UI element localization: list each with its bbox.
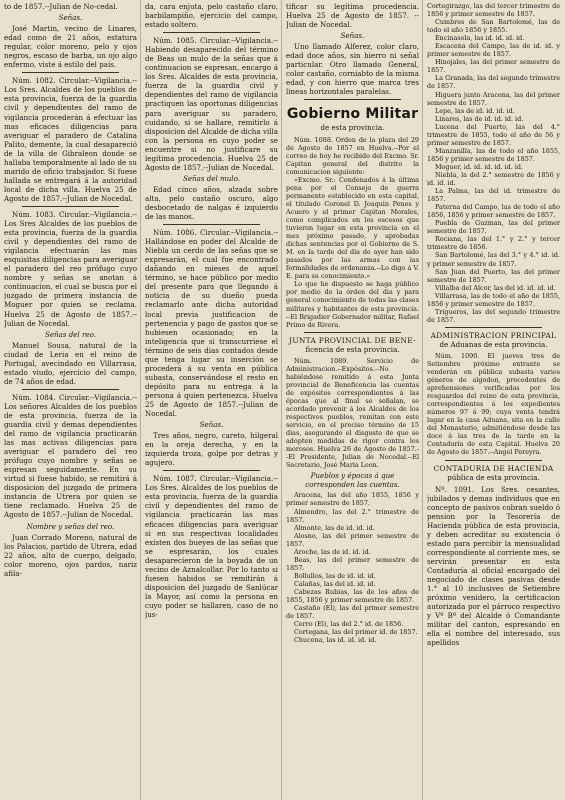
column-4: [427, 2, 560, 798]
section-heading: JUNTA PROVINCIAL DE BENE-: [289, 335, 416, 345]
paragraph: to de 1857.--Julian de No-cedal.: [4, 2, 118, 11]
paragraph: Cumbres de San Bartolomé, las de todo el año 1856 y 1855.: [427, 18, 560, 35]
section-subheading: de Aduanas de esta provincia.: [439, 339, 548, 349]
paragraph: Juan Corrado Moreno, natural de los Palacios, partido de Utrera, edad 22 años, alto de cuerpo, delgado, color moreno, ojos pardos, nariz afila-: [4, 532, 137, 578]
paragraph: Villalba del Alcor, las del id. id. id. id.: [435, 283, 556, 292]
paragraph: Puebla de Guzman, las del primer semestre de 1857.: [427, 219, 560, 236]
paragraph: Beas, las del primer semestre de 1857.: [286, 555, 419, 572]
paragraph: Núm. 1090. El jueves tres de Setiembre próximo entrante se venderán en pública subasta varios géneros de algodon, procedentes de aprehensiones verificadas por los resguardos del reino de esta provincia, correspondientes á los expedientes números 97 á 99; cuya venta tendrá lugar en la casa Aduana, sita en la calle del Monasterio, admitiéndose desde las doce á las tres de la tarde en la Contaduría de esta Capital. Huelva 20 de Agosto de 1857.--Angel Pereyra.: [427, 351, 560, 457]
paragraph: San Bartolomé, las del 3.° y 4.° id. id. y primer semestre de 1857.: [427, 251, 560, 268]
paragraph: Aracena, las del año 1855, 1856 y primer semestre de 1857.: [286, 491, 419, 508]
paragraph: Núm. 1085. Circular.--Vigilancia.--Habiendo desaparecido del término de Beas un mulo de la señas que á continuacion se espresan, encargo á los Sres. Alcaldes de esta provincia, fuerza de la guardia civil y dependientes del ramo de vigilancia practiquen las oportunas diligencias para averiguar su paradero, cuidando, si se hallare, remitirlo á disposicion del Alcalde de dicha villa con la persona en cuyo poder se encuentre si no justificare su legítima procedencia. Huelva 25 de Agosto de 1857.--Julian de Nocedal.: [145, 36, 278, 172]
paragraph: Lepe, las de id. id. id. id.: [435, 106, 515, 115]
section-divider: [22, 206, 119, 207]
paragraph: José Martin, vecino de Linares, edad como de 21 años, estatura regular, color moreno, pelo y ojos negros, escaso de barba, un ojo algo enfermo, viste á estilo del país.: [4, 24, 137, 70]
paragraph: Núm. 1089. Servicio de Administracion.--Expósitos.--No habiéndose remitido á esta Junta provincial de Beneficencia las cuentas de expósitos correspondientes á las épocas que al final se señalan, se acordado prevenir á los Alcaldes de los respectivos pueblos, remitan con este servicio, en el preciso término de 15 dias, asegurando el disgusto de que se adopten medidas de rigor contra los morosos. Huelva 26 de Agosto de 1857.--El Presidente, Julian de Nocedal.--El Secretario, José Maria Leon.: [286, 356, 419, 470]
subheading-label: Pueblos y épocas á que corresponden las cuentas.: [305, 471, 400, 490]
paragraph: Manuel Sousa, natural de la ciudad de Leria en el reino de Portugal, avecindado en Villarrasa, estado viudo, ejercicio del campo, de 74 años de edad.: [4, 340, 137, 386]
paragraph: Chucena, las id. id. id. id.: [294, 636, 377, 645]
section-divider: [163, 470, 260, 471]
paragraph: Trigueros, las del segundo trimestre de 1857.: [427, 307, 560, 324]
paragraph: Encinasola, las id. id. id. id.: [435, 34, 525, 43]
paragraph: Niebla, la del 2.° semestre de 1856 y id. id. id.: [427, 170, 560, 188]
section-divider: [163, 32, 260, 33]
section-heading: CONTADURIA DE HACIENDA: [433, 463, 554, 473]
section-divider: [163, 224, 260, 225]
section-divider: [304, 99, 401, 100]
paragraph: Calañas, las del id. id. id.: [294, 579, 376, 588]
paragraph: Tres años, negro, careto, hilgeral en la oreja derecha, y en la izquierda troza, golpe por detras y agujero.: [145, 431, 278, 468]
subheading-label: Nombre y señas del reo.: [26, 521, 115, 531]
paragraph: Núm. 1083. Circular.--Vigilancia.--Los Sres Alcaldes de los pueblos de esta provincia, fuerza de la guardia civil y dependientes del ramo de vigilancia efectuarán las mas esquisitas diligencias para averiguar el paradero del reo prófugo cuyo nombre y señas se anotan á continuacion, el cual se busca por el juzgado de primera instancia de Moguer por quien se reclama. Huelva 25 de Agosto de 1857.--Julian de Nocedal.: [4, 209, 137, 328]
paragraph: Escacena del Campo, las de id. id. y primer semestre de 1857.: [427, 42, 560, 59]
column-divider: [422, 0, 423, 800]
paragraph: Cortegirazgo, las del tercer trimestre de 1856 y primer semestre de 1857.: [427, 2, 560, 19]
paragraph: Almonte, las de id. id. id.: [294, 523, 375, 532]
subheading-label: Señas.: [58, 13, 83, 23]
paragraph: Higuera junto Aracena, las del primer semestre de 1857.: [427, 90, 560, 107]
column-2: [145, 2, 278, 798]
paragraph: tificar su legítima procedencia. Huelva 25 de Agosto de 1857. --Julian de Nocedal.: [286, 2, 419, 30]
paragraph: Nº. 1091. Los Sres. cesantes, jubilados y demas individuos que en concepto de pasivos cobran sueldo ó pension por la Tesorería de Hacienda pública de esta provincia, y deben acreditar su existencia ó estado para percibir la mensualidad correspondiente al corriente mes, se servirán presentar en esta Contaduría al oficial encargado del negociado de clases pasivas desde 1.° al 10 inclusives de Setiembre próximo venidero, la certificacion autorizada por el párroco respectivo y Vº Bº del Alcalde ó Comandante militar del canton, espresando en ella el nombre del interesado, sus apellidos: [427, 484, 560, 648]
section-divider: [445, 327, 542, 328]
paragraph: Aroche, las de id. id. id.: [294, 547, 371, 556]
subheading-label: Señas.: [340, 31, 365, 41]
subheading-label: Señas del mulo.: [183, 173, 240, 183]
section-subheading: pública de esta provincia.: [447, 472, 540, 482]
paragraph: Alosno, las del primer semestre de 1857.: [286, 531, 419, 548]
paragraph: Núm. 1088. Orden de la plaza del 29 de Agosto de 1857 en Huelva.--Por el correo de hoy he recibido del Excmo. Sr. Capitan general del distrito la comunicacion siguiente:: [286, 135, 419, 176]
paragraph: Núm. 1084. Circular.--Vigilancia.--Los señores Alcaldes de los pueblos de esta provincia, fuerza de la guardia civil y demas dependientes del ramo de vigilancia practicarán las mas activas diligencias para averiguar el paradero del reo prófugo cuyo nombre y señas se espresan seguidamente. En su virtud si fuese habido, se remitirá á disposicion del juzgado de primera instancia de Utrera por quien se tiene reclamado. Huelva 25 de Agosto de 1857.--Julian de Nocedal.: [4, 392, 137, 520]
paragraph: Linares, las de id. id. id. id.: [435, 114, 524, 123]
subheading-label: Señas del reo.: [44, 329, 96, 339]
paragraph: Bollullos, las de id. id. id.: [294, 571, 376, 580]
column-1: [4, 2, 137, 798]
section-divider: [22, 72, 119, 73]
paragraph: Moguer, id. id. id. id. id. id.: [435, 162, 523, 171]
section-subheading: de esta provincia.: [320, 123, 385, 133]
subheading-label: Señas.: [199, 420, 224, 430]
section-divider: [304, 332, 401, 333]
paragraph: Lo que he dispuesto se haga público por medio de la órden del dia y para general conocimiento de todas las clases militares y habitantes de esta provincia. --El Brigadier Gobernador militar, Rafael Primo de Rivera.: [286, 280, 419, 329]
paragraph: Hinojales, las del primer semestre de 1857.: [427, 58, 560, 75]
column-divider: [140, 0, 141, 800]
paragraph: Castaño (El), las del primer semestre de 1857.: [286, 604, 419, 621]
section-divider: [22, 389, 119, 390]
section-subheading: ficencia de esta provincia.: [305, 344, 400, 354]
paragraph: Almendro, las del 2.° trimestre de 1857.: [286, 507, 419, 524]
paragraph: Núm. 1086. Circular.--Vigilancia.--Hallándose en poder del Alcalde de Niebla un cerdo de las señas que se expresarán, el cual fue encontrado dañando en mieses de aquel término, se hace público por medio del presente para que llegando á noticia de su dueño pueda reclamarlo ante dicha autoridad local previa justificacion de pertenencia y pago de gastos que se hubiesen ocasionado; en la inteligencia que si transcurriese el término de seis dias contados desde que tenga lugar su inserción se procederá á su venta en pública subasta, conservándose el resto en depósito para su entrega á la persona á quien pertenezca. Huelva 25 de Agosto de 1857.--Julian de Nocedal.: [145, 228, 278, 419]
paragraph: Cortegana, las del primer id. de 1857.: [294, 628, 418, 637]
paragraph: Cabezas Rubias, las de los años de 1855, 1856 y primer semestre de 1857.: [286, 588, 419, 605]
paragraph: Lucena del Puerto, las del 4.° trimestre de 1855, todo el año de 56 y primer semestre de 1857.: [427, 122, 560, 147]
section-heading: ADMINISTRACION PRINCIPAL: [430, 330, 557, 340]
section-heading: Gobierno Militar: [286, 106, 419, 123]
paragraph: La Granada, las del segundo trimestre de 1857.: [427, 74, 560, 91]
paragraph: Cerro (El), las del 2.° id. de 1856.: [294, 620, 404, 629]
paragraph: Edad cinco años, alzada sobre alta, pelo castaño oscuro, algo desbocetado de nalgas é izquierdo de las manos.: [145, 184, 278, 222]
paragraph: Paterna del Campo, las de todo el año 1856, 1856 y primer semestre de 1857.: [427, 203, 560, 220]
paragraph: Uno llamado Alferez, color claro, edad doce años, sin hierro ni señal particular. Otro llamado General, color castaño, corniabto de la misma edad, y con hierro que marca tres lineas horizontales paralelas.: [286, 42, 419, 97]
section-divider: [445, 460, 542, 461]
column-3: [286, 2, 419, 798]
paragraph: «Excmo. Sr.: Condenados á la última pena por el Consejo de guerra permanente establecido en esta capital, el titulado Coronel D. Joaquin Penes y Acuero y el primer Capitan Morales, como complicados en los escesos que tuvieron lugar en esta provincia en el mes próximo pasado, y aprobadas dichas sentencias por el Gobierno de S. M. en la tarde del dia de ayer han sido pasados por las armas con las formalidades de ordenanza.--Lo digo á V. E. para su conocimiento.»: [286, 175, 419, 281]
paragraph: Rociana, las del 1.° y 2.° y tercer trimestre de 1856.: [427, 235, 560, 252]
paragraph: Villarrasa, las de todo el año de 1855, 1856 y primer semestre de 1857.: [427, 291, 560, 308]
paragraph: Núm. 1082. Circular.--Vigilancia.--Los Sres. Alcaldes de los pueblos de esta provincia, fuerza de la guardia civil y dependientes del ramo de vigilancia procederán á efectuar las mas eficaces diligencias para averiguar el paradero de Catalina Palito, demente, la cual desapareció de la villa de Gibraleon donde se hallaba temporalmente al lado de su marido de oficio trabajador. Si fuese hallada se entregará á la autoridad local de dicha villa. Huelva 25 de Agosto de 1857.--Julian de Nocedal.: [4, 76, 137, 203]
paragraph: San Juan del Puerto, las del primer semestre de 1857.: [427, 267, 560, 284]
paragraph: Núm. 1087. Circular.--Vigilancia.--Los Sres. Alcaldes de los pueblos de esta provincia, fuerza de la guardia civil y dependientes del ramo de vigilancia practicarán las mas eficaces diligencias para averiguar si en sus respectivas localidades existen dos bueyes de las señas que se espresarán, los cuales desaparecieron de la boyada de un vecino de Aznalcollar. Por lo tanto si fuesen habidos se remitirán á disposicion del juzgado de Sanlúcar la Mayor, así como la persona en cuyo poder se hallaren, caso de no jus-: [145, 474, 278, 619]
paragraph: Manzanilla, las de todo el año 1855, 1856 y primer semestre de 1857.: [427, 146, 560, 163]
paragraph: da, cara enjuta, pelo castaño claro, barbilampiño, ejercicio del campo, estado soltero.: [145, 2, 278, 30]
paragraph: La Palma, las del id. trimestre de 1857.: [427, 187, 560, 204]
column-divider: [281, 0, 282, 800]
